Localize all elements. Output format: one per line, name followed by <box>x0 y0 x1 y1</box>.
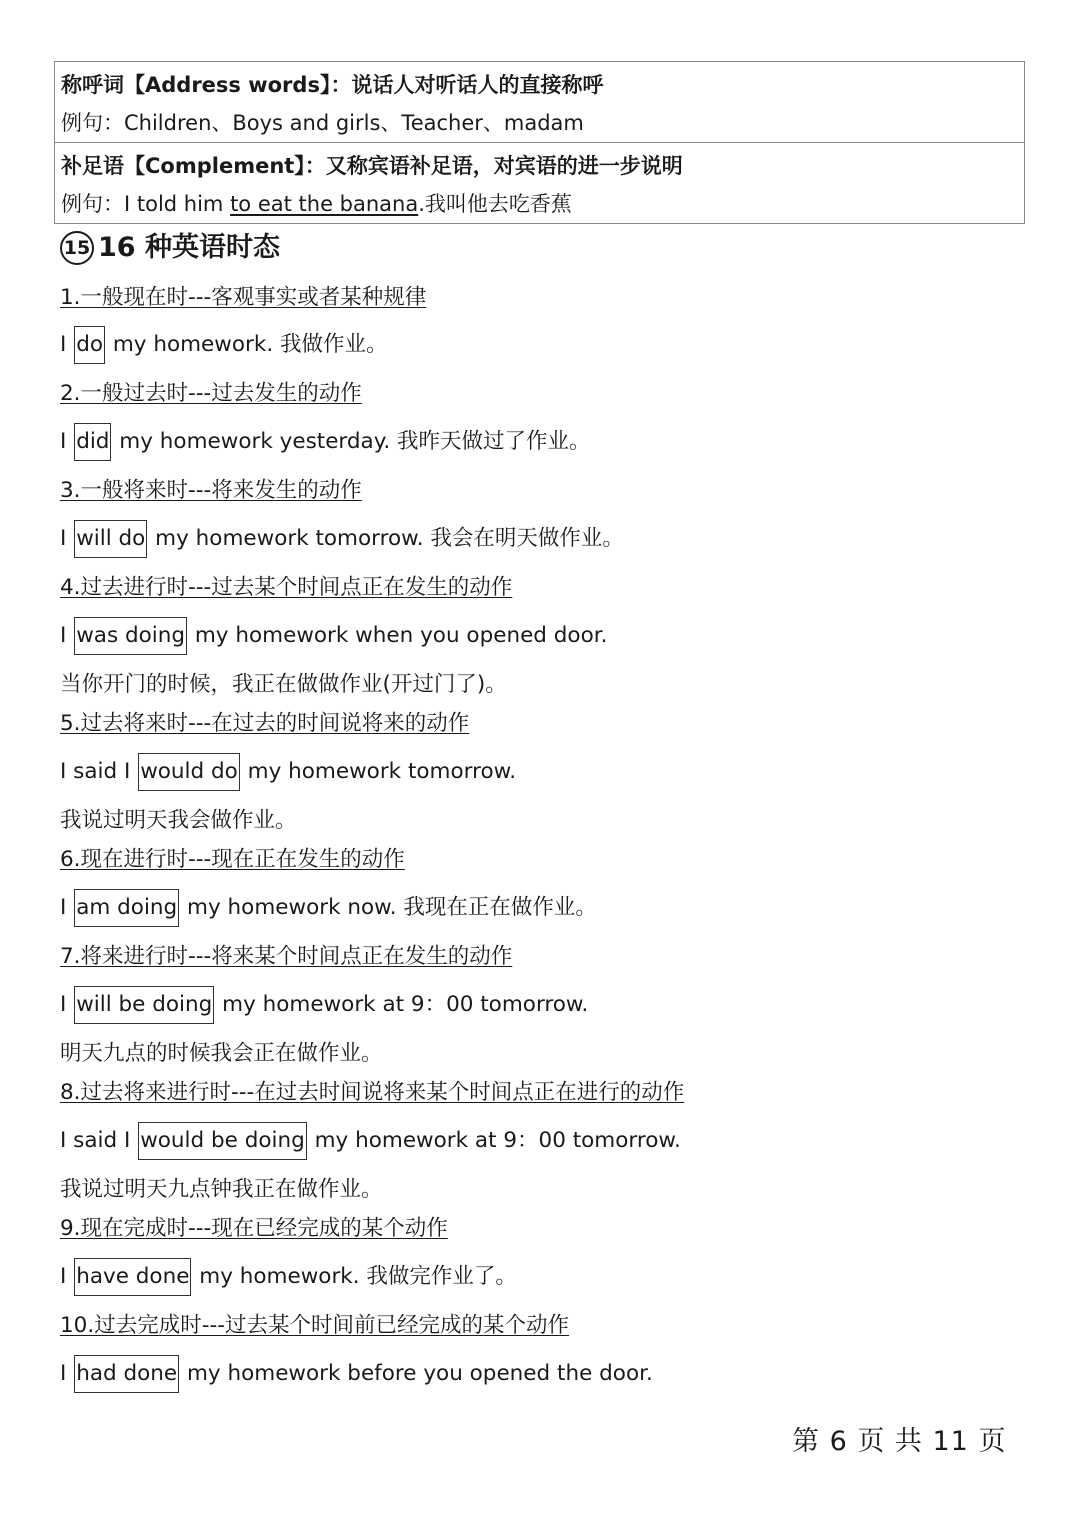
tense-example <box>60 1122 681 1160</box>
example-pre: I <box>60 1361 74 1386</box>
example-pre: I <box>60 332 74 357</box>
boxed-verb: will be doing <box>74 986 214 1024</box>
definition-row-address-words <box>55 62 1024 142</box>
tense-example <box>60 617 607 655</box>
boxed-verb: have done <box>74 1258 191 1296</box>
example-pre: I <box>60 1264 74 1289</box>
tense-translation: 当你开门的时候，我正在做做作业(开过门了)。 <box>60 672 507 697</box>
boxed-verb: was doing <box>74 617 187 655</box>
example-pre: I <box>60 623 74 648</box>
example-post: my homework tomorrow. <box>240 759 517 784</box>
tense-example <box>60 753 516 791</box>
definition-row-complement <box>55 142 1024 223</box>
page-number-footer: 第 6 页 共 11 页 <box>792 1426 1007 1457</box>
example-post: my homework when you opened door. <box>188 623 608 648</box>
example-underlined-phrase: to eat the banana <box>230 192 419 216</box>
tense-heading: 8.过去将来进行时---在过去时间说将来某个时间点正在进行的动作 <box>60 1080 685 1105</box>
example-post: my homework. 我做作业。 <box>106 332 388 357</box>
example-post: my homework. 我做完作业了。 <box>192 1264 517 1289</box>
tense-heading: 6.现在进行时---现在正在发生的动作 <box>60 847 405 872</box>
boxed-verb: do <box>74 326 105 364</box>
definition-title: 补足语【Complement】：又称宾语补足语，对宾语的进一步说明 <box>61 154 683 178</box>
section-title-text: 16 种英语时态 <box>98 232 280 263</box>
boxed-verb: will do <box>74 520 147 558</box>
boxed-verb: am doing <box>74 889 179 927</box>
example-pre: I <box>60 895 74 920</box>
example-pre: I <box>60 429 74 454</box>
tense-translation: 我说过明天九点钟我正在做作业。 <box>60 1177 383 1202</box>
tense-heading: 3.一般将来时---将来发生的动作 <box>60 478 362 503</box>
tense-example <box>60 520 624 558</box>
tense-example <box>60 986 588 1024</box>
example-post: my homework yesterday. 我昨天做过了作业。 <box>112 429 591 454</box>
tense-heading: 1.一般现在时---客观事实或者某种规律 <box>60 285 427 310</box>
example-pre: I <box>60 992 74 1017</box>
boxed-verb: would do <box>138 753 240 791</box>
boxed-verb: did <box>74 423 111 461</box>
example-post: my homework at 9：00 tomorrow. <box>215 992 589 1017</box>
tense-translation: 我说过明天我会做作业。 <box>60 808 297 833</box>
example-post: my homework tomorrow. 我会在明天做作业。 <box>148 526 624 551</box>
tense-heading: 7.将来进行时---将来某个时间点正在发生的动作 <box>60 944 513 969</box>
example-post: my homework at 9：00 tomorrow. <box>307 1128 681 1153</box>
tense-heading: 5.过去将来时---在过去的时间说将来的动作 <box>60 711 470 736</box>
example-pre: I said I <box>60 1128 138 1153</box>
definition-title: 称呼词【Address words】：说话人对听话人的直接称呼 <box>61 73 604 97</box>
section-heading <box>60 226 280 270</box>
definition-example <box>61 185 1018 221</box>
example-translation: .我叫他去吃香蕉 <box>418 192 572 216</box>
example-post: my homework before you opened the door. <box>180 1361 653 1386</box>
boxed-verb: had done <box>74 1355 179 1393</box>
tense-heading: 4.过去进行时---过去某个时间点正在发生的动作 <box>60 575 513 600</box>
tense-example <box>60 1355 653 1393</box>
tense-example <box>60 326 388 364</box>
tense-heading: 2.一般过去时---过去发生的动作 <box>60 381 362 406</box>
tense-example <box>60 1258 517 1296</box>
definition-table <box>54 61 1025 224</box>
tense-heading: 9.现在完成时---现在已经完成的某个动作 <box>60 1216 448 1241</box>
example-text: 例句：Children、Boys and girls、Teacher、madam <box>61 111 584 135</box>
example-pre: I <box>60 526 74 551</box>
definition-example <box>61 104 1018 140</box>
tense-translation: 明天九点的时候我会正在做作业。 <box>60 1041 383 1066</box>
circled-number-badge: 15 <box>60 231 94 265</box>
tense-heading: 10.过去完成时---过去某个时间前已经完成的某个动作 <box>60 1313 569 1338</box>
example-post: my homework now. 我现在正在做作业。 <box>180 895 597 920</box>
example-pre: I said I <box>60 759 138 784</box>
tense-example <box>60 889 597 927</box>
tense-example <box>60 423 591 461</box>
boxed-verb: would be doing <box>138 1122 307 1160</box>
example-text: 例句：I told him <box>61 192 231 216</box>
